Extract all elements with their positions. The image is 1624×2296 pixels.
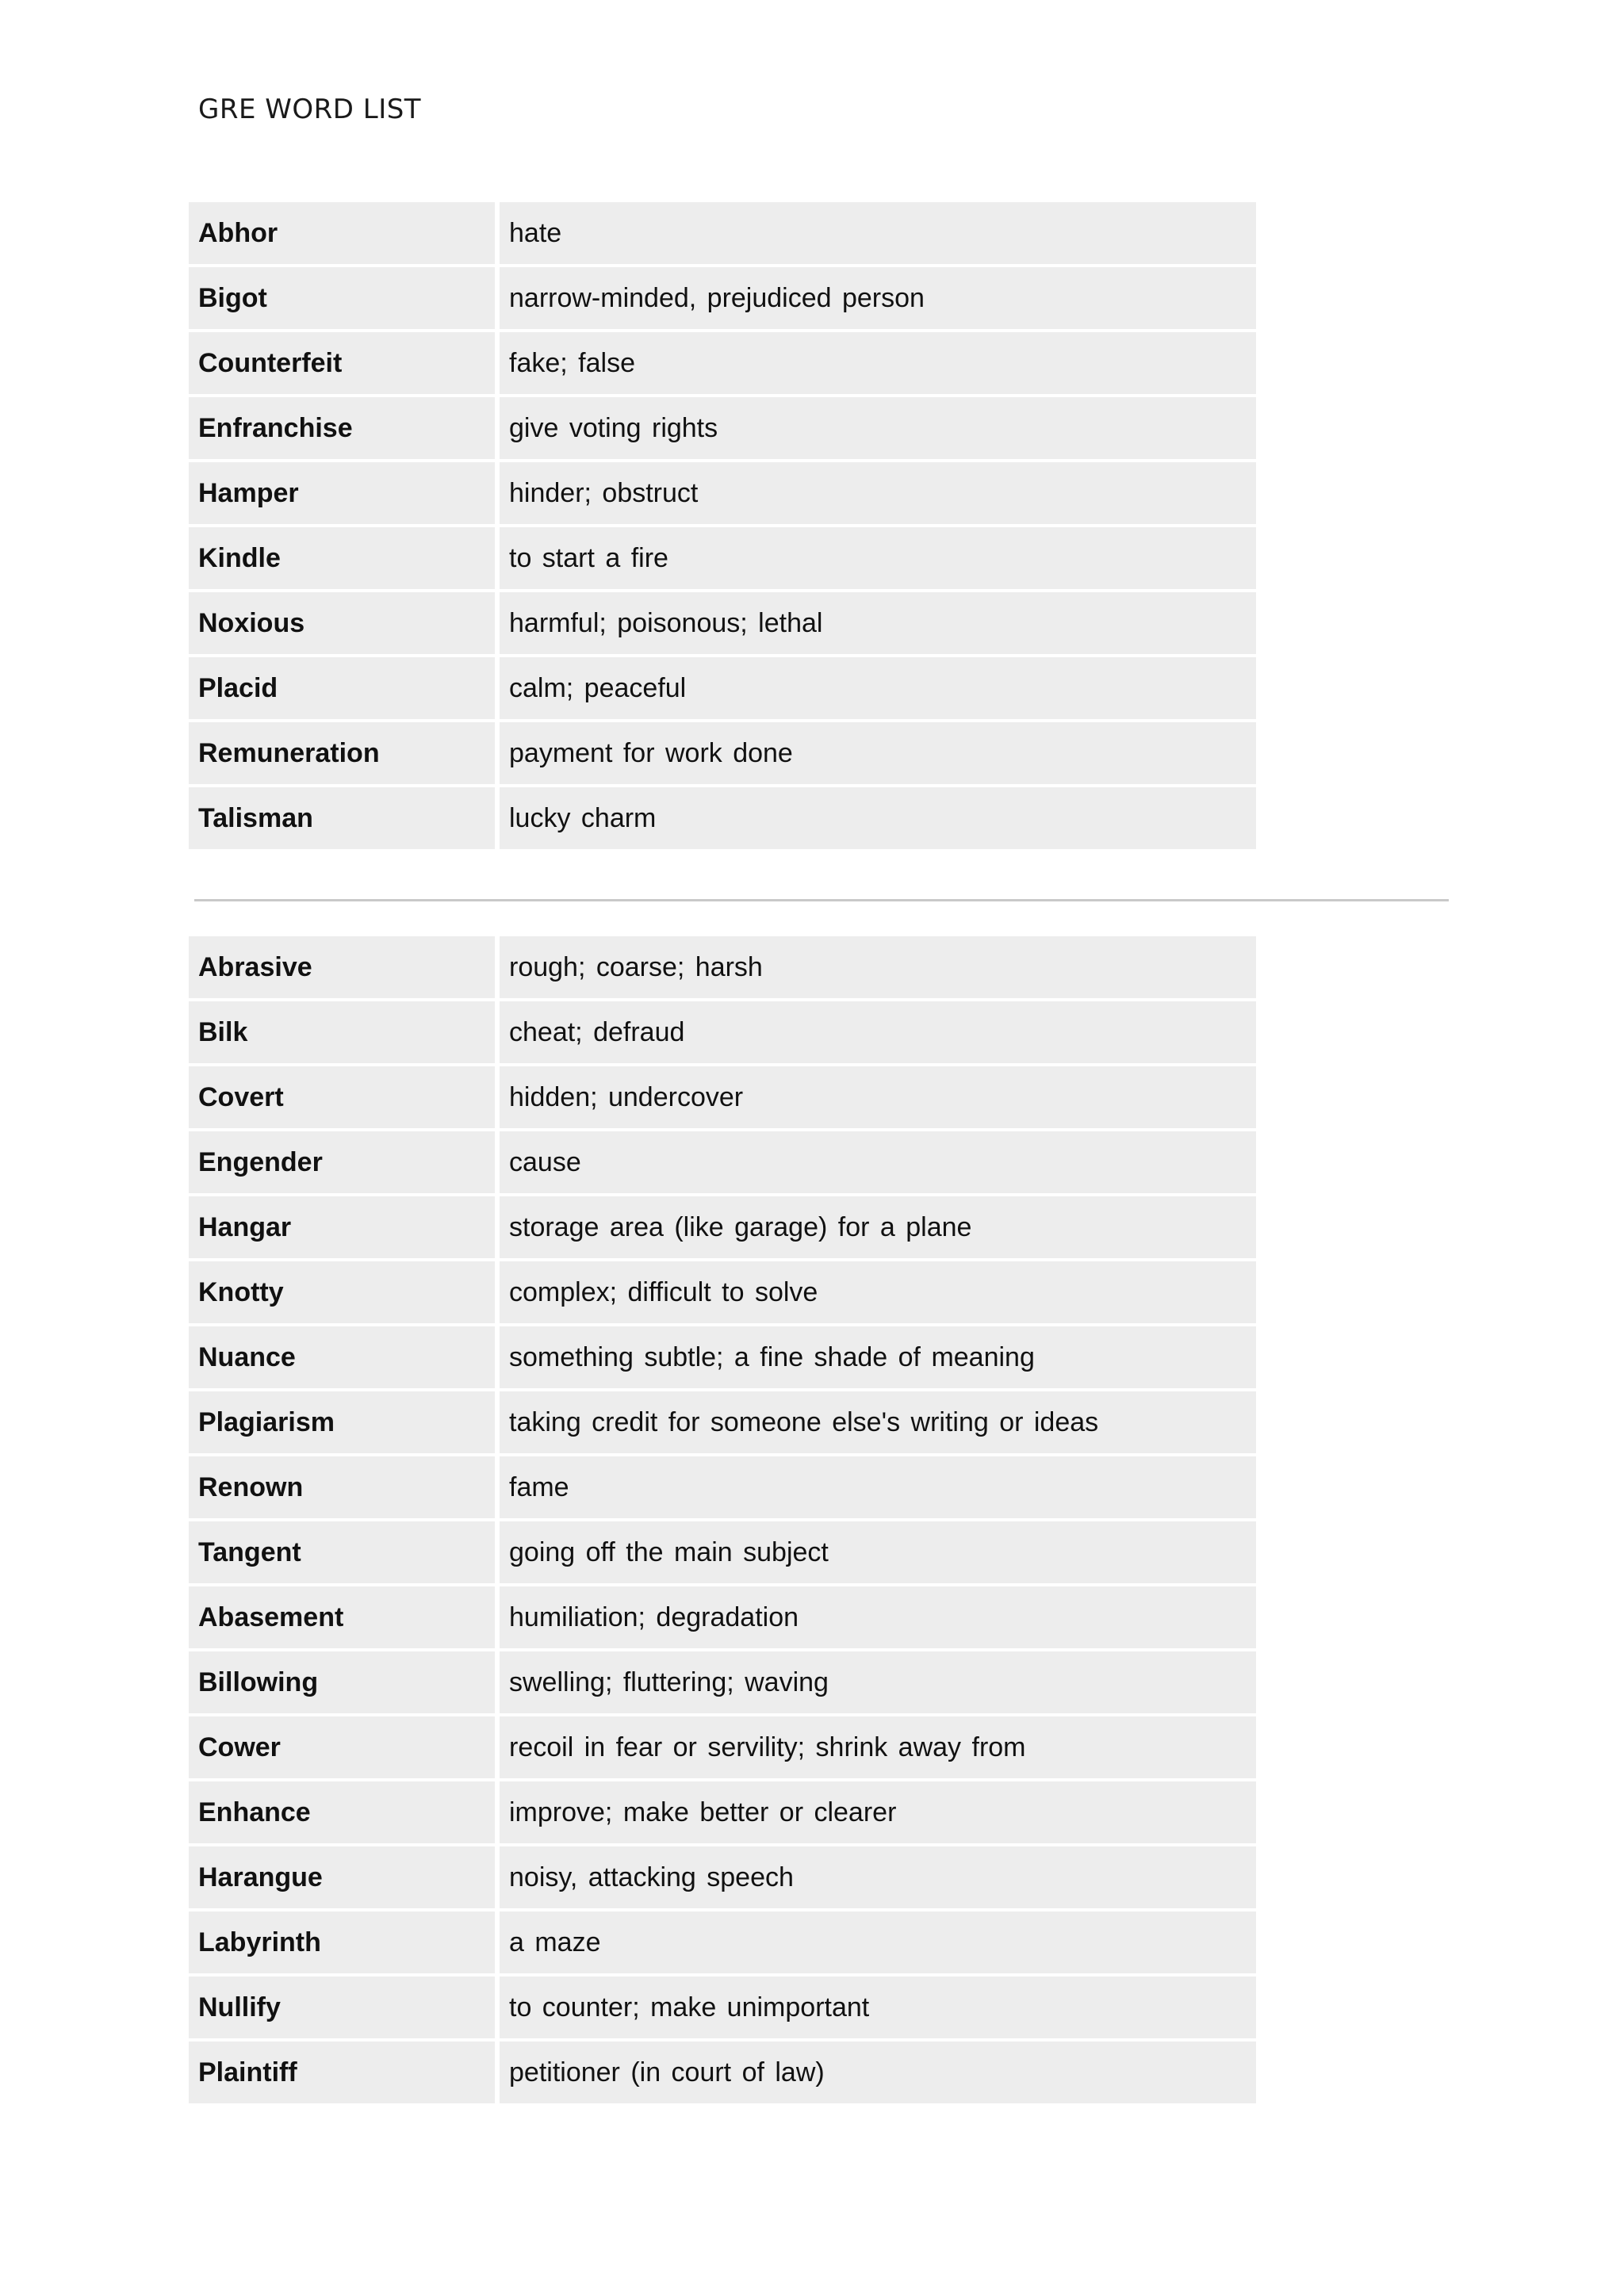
table-row bbox=[189, 462, 1256, 524]
table-row bbox=[189, 1716, 1256, 1778]
definition-cell: harmful; poisonous; lethal bbox=[500, 592, 1256, 654]
table-row bbox=[189, 1586, 1256, 1648]
section-divider bbox=[194, 899, 1449, 901]
term-cell: Nuance bbox=[189, 1326, 495, 1388]
word-table-1 bbox=[189, 202, 1256, 852]
term-cell: Enhance bbox=[189, 1781, 495, 1843]
definition-cell: petitioner (in court of law) bbox=[500, 2042, 1256, 2103]
term-cell: Noxious bbox=[189, 592, 495, 654]
table-row bbox=[189, 592, 1256, 654]
term-cell: Billowing bbox=[189, 1651, 495, 1713]
definition-cell: to start a fire bbox=[500, 527, 1256, 589]
term-cell: Harangue bbox=[189, 1846, 495, 1908]
definition-cell: cheat; defraud bbox=[500, 1001, 1256, 1063]
term-cell: Tangent bbox=[189, 1521, 495, 1583]
definition-cell: payment for work done bbox=[500, 722, 1256, 784]
table-row bbox=[189, 397, 1256, 459]
page-title: GRE WORD LIST bbox=[198, 94, 422, 125]
definition-cell: hidden; undercover bbox=[500, 1066, 1256, 1128]
term-cell: Enfranchise bbox=[189, 397, 495, 459]
table-row bbox=[189, 2042, 1256, 2103]
table-row bbox=[189, 1326, 1256, 1388]
definition-cell: noisy, attacking speech bbox=[500, 1846, 1256, 1908]
term-cell: Hangar bbox=[189, 1196, 495, 1258]
definition-cell: taking credit for someone else's writing or ideas bbox=[500, 1391, 1256, 1453]
definition-cell: fame bbox=[500, 1456, 1256, 1518]
definition-cell: going off the main subject bbox=[500, 1521, 1256, 1583]
definition-cell: hate bbox=[500, 202, 1256, 264]
term-cell: Plaintiff bbox=[189, 2042, 495, 2103]
table-row bbox=[189, 527, 1256, 589]
table-row bbox=[189, 332, 1256, 394]
table-row bbox=[189, 722, 1256, 784]
term-cell: Abhor bbox=[189, 202, 495, 264]
term-cell: Knotty bbox=[189, 1261, 495, 1323]
definition-cell: storage area (like garage) for a plane bbox=[500, 1196, 1256, 1258]
table-row bbox=[189, 1131, 1256, 1193]
table-row bbox=[189, 1781, 1256, 1843]
table-row bbox=[189, 1196, 1256, 1258]
table-row bbox=[189, 202, 1256, 264]
word-table-2 bbox=[189, 936, 1256, 2107]
table-row bbox=[189, 1456, 1256, 1518]
term-cell: Plagiarism bbox=[189, 1391, 495, 1453]
definition-cell: lucky charm bbox=[500, 787, 1256, 849]
table-row bbox=[189, 1976, 1256, 2038]
table-row bbox=[189, 787, 1256, 849]
definition-cell: to counter; make unimportant bbox=[500, 1976, 1256, 2038]
definition-cell: hinder; obstruct bbox=[500, 462, 1256, 524]
table-row bbox=[189, 936, 1256, 998]
table-row bbox=[189, 1911, 1256, 1973]
table-row bbox=[189, 1066, 1256, 1128]
definition-cell: humiliation; degradation bbox=[500, 1586, 1256, 1648]
definition-cell: narrow-minded, prejudiced person bbox=[500, 267, 1256, 329]
table-row bbox=[189, 1391, 1256, 1453]
definition-cell: complex; difficult to solve bbox=[500, 1261, 1256, 1323]
table-row bbox=[189, 1521, 1256, 1583]
table-row bbox=[189, 1846, 1256, 1908]
definition-cell: calm; peaceful bbox=[500, 657, 1256, 719]
table-row bbox=[189, 1261, 1256, 1323]
term-cell: Engender bbox=[189, 1131, 495, 1193]
definition-cell: improve; make better or clearer bbox=[500, 1781, 1256, 1843]
table-row bbox=[189, 657, 1256, 719]
definition-cell: swelling; fluttering; waving bbox=[500, 1651, 1256, 1713]
table-row bbox=[189, 267, 1256, 329]
term-cell: Cower bbox=[189, 1716, 495, 1778]
definition-cell: something subtle; a fine shade of meaning bbox=[500, 1326, 1256, 1388]
definition-cell: recoil in fear or servility; shrink away from bbox=[500, 1716, 1256, 1778]
term-cell: Nullify bbox=[189, 1976, 495, 2038]
term-cell: Bilk bbox=[189, 1001, 495, 1063]
table-row bbox=[189, 1001, 1256, 1063]
term-cell: Labyrinth bbox=[189, 1911, 495, 1973]
term-cell: Renown bbox=[189, 1456, 495, 1518]
term-cell: Placid bbox=[189, 657, 495, 719]
term-cell: Covert bbox=[189, 1066, 495, 1128]
term-cell: Counterfeit bbox=[189, 332, 495, 394]
definition-cell: a maze bbox=[500, 1911, 1256, 1973]
definition-cell: fake; false bbox=[500, 332, 1256, 394]
term-cell: Kindle bbox=[189, 527, 495, 589]
term-cell: Hamper bbox=[189, 462, 495, 524]
term-cell: Remuneration bbox=[189, 722, 495, 784]
term-cell: Talisman bbox=[189, 787, 495, 849]
table-row bbox=[189, 1651, 1256, 1713]
term-cell: Bigot bbox=[189, 267, 495, 329]
term-cell: Abrasive bbox=[189, 936, 495, 998]
term-cell: Abasement bbox=[189, 1586, 495, 1648]
definition-cell: give voting rights bbox=[500, 397, 1256, 459]
definition-cell: rough; coarse; harsh bbox=[500, 936, 1256, 998]
definition-cell: cause bbox=[500, 1131, 1256, 1193]
